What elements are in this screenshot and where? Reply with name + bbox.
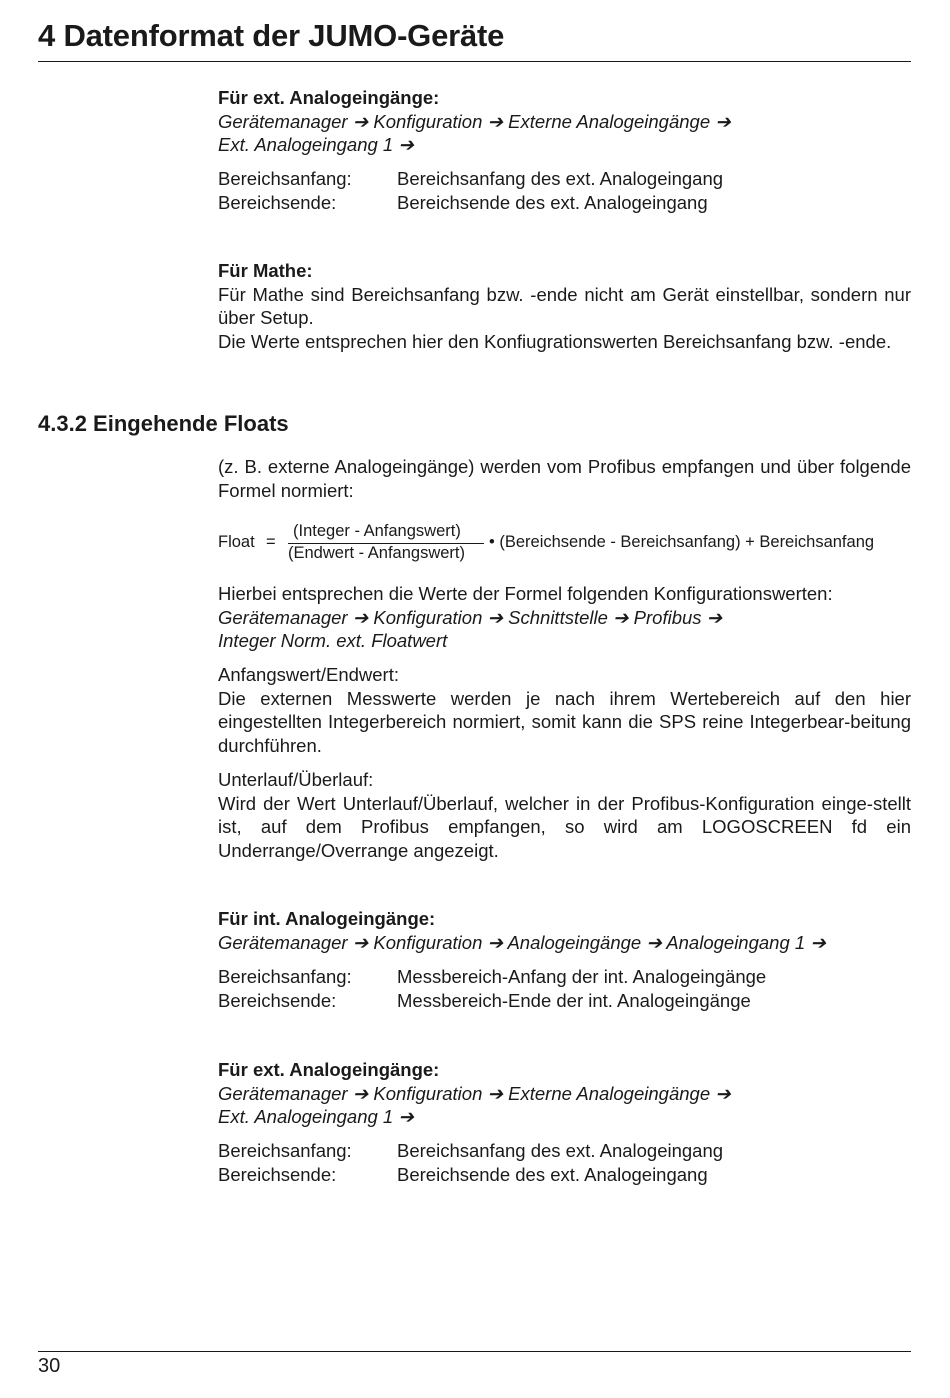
- int-analog-path: Gerätemanager ➔ Konfiguration ➔ Analogeingänge ➔ Analogeingang 1 ➔: [218, 931, 826, 953]
- setting-row: [218, 167, 911, 191]
- formula-numerator: (Integer - Anfangswert): [293, 522, 461, 540]
- config-block: [218, 582, 911, 653]
- chapter-title: 4 Datenformat der JUMO-Geräte: [38, 18, 505, 53]
- setting-value: Bereichsende des ext. Analogeingang: [397, 1163, 708, 1185]
- header-rule: [38, 61, 911, 62]
- setting-row: [218, 1139, 911, 1163]
- config-path-line2: Integer Norm. ext. Floatwert: [218, 630, 448, 652]
- ext-analog-block-bottom: [218, 1058, 911, 1129]
- setting-key: Bereichsende:: [218, 1163, 337, 1185]
- int-analog-block: [218, 907, 911, 954]
- mathe-text-1: Für Mathe sind Bereichsanfang bzw. -ende nicht am Gerät einstellbar, sondern nur über Setup.: [218, 283, 911, 329]
- formula-rest: • (Bereichsende - Bereichsanfang) + Bereichsanfang: [489, 533, 875, 551]
- setting-key: Bereichsende:: [218, 191, 337, 213]
- float-formula: [218, 522, 918, 566]
- anfangswert-label: Anfangswert/Endwert:: [218, 664, 399, 685]
- section-intro: (z. B. externe Analogeingänge) werden vom Profibus empfangen und über folgende Formel normiert:: [218, 456, 911, 501]
- formula-lhs: Float: [218, 533, 255, 551]
- config-path-line1: Gerätemanager ➔ Konfiguration ➔ Schnittstelle ➔ Profibus ➔: [218, 606, 723, 628]
- mathe-text-2: Die Werte entsprechen hier den Konfiugrationswerten Bereichsanfang bzw. -ende.: [218, 331, 892, 353]
- setting-row: [218, 989, 911, 1013]
- ext-analog-block-top: [218, 86, 911, 157]
- unterlauf-label: Unterlauf/Überlauf:: [218, 769, 374, 790]
- mathe-block: [218, 259, 911, 354]
- setting-key: Bereichsanfang:: [218, 168, 352, 189]
- setting-value: Messbereich-Anfang der int. Analogeingänge: [397, 966, 767, 987]
- anfangswert-block: [218, 663, 911, 758]
- setting-value: Bereichsende des ext. Analogeingang: [397, 191, 708, 213]
- formula-denominator: (Endwert - Anfangswert): [288, 544, 465, 562]
- ext-analog-settings-bottom: [218, 1139, 911, 1186]
- setting-key: Bereichsanfang:: [218, 1140, 352, 1161]
- setting-value: Messbereich-Ende der int. Analogeingänge: [397, 989, 751, 1011]
- anfangswert-text: Die externen Messwerte werden je nach ihrem Wertebereich auf den hier eingestellten Integerbereich normiert, somit kann die SPS reine Integerbear-beitung durchführen.: [218, 687, 911, 757]
- ext-analog-heading: Für ext. Analogeingänge:: [218, 87, 440, 108]
- int-analog-heading: Für int. Analogeingänge:: [218, 908, 436, 929]
- setting-key: Bereichsanfang:: [218, 966, 352, 987]
- page-number: 30: [38, 1355, 61, 1377]
- setting-value: Bereichsanfang des ext. Analogeingang: [397, 1140, 724, 1161]
- unterlauf-block: [218, 768, 911, 863]
- setting-row: [218, 1163, 911, 1187]
- int-analog-settings: [218, 965, 911, 1012]
- ext-analog-path-line1: Gerätemanager ➔ Konfiguration ➔ Externe Analogeingänge ➔: [218, 110, 731, 132]
- setting-row: [218, 191, 911, 215]
- ext-analog-path-line2: Ext. Analogeingang 1 ➔: [218, 134, 414, 156]
- setting-value: Bereichsanfang des ext. Analogeingang: [397, 168, 724, 189]
- section-title: 4.3.2 Eingehende Floats: [38, 411, 289, 436]
- setting-row: [218, 965, 911, 989]
- setting-key: Bereichsende:: [218, 989, 337, 1011]
- unterlauf-text: Wird der Wert Unterlauf/Überlauf, welcher in der Profibus-Konfiguration einge-stellt ist, auf dem Profibus empfangen, so wird am LOGOSCREEN fd ein Underrange/Overrange angezeigt.: [218, 792, 911, 862]
- formula-equals: =: [266, 533, 276, 551]
- ext-analog-settings-top: [218, 167, 911, 214]
- ext-analog-path-line2: Ext. Analogeingang 1 ➔: [218, 1106, 414, 1128]
- ext-analog-path-line1: Gerätemanager ➔ Konfiguration ➔ Externe Analogeingänge ➔: [218, 1082, 731, 1104]
- footer-rule: [38, 1351, 911, 1352]
- mathe-heading: Für Mathe:: [218, 260, 313, 281]
- config-intro: Hierbei entsprechen die Werte der Formel folgenden Konfigurationswerten:: [218, 583, 833, 604]
- ext-analog-heading: Für ext. Analogeingänge:: [218, 1059, 440, 1080]
